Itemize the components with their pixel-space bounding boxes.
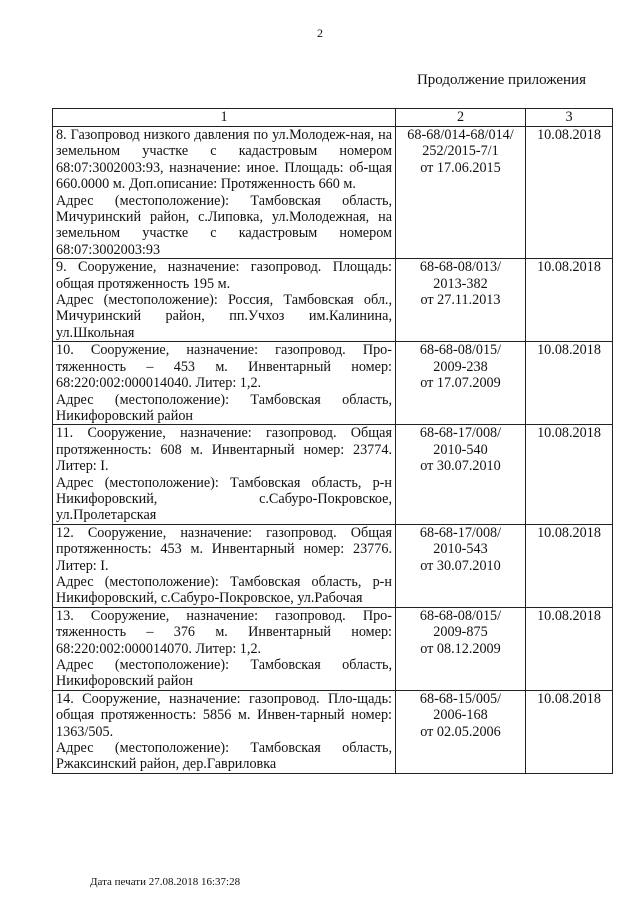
reg-date: от 30.07.2010 xyxy=(420,557,501,574)
description-text: 9. Сооружение, назначение: газопровод. Площадь: общая протяженность 195 м. xyxy=(56,259,392,292)
table-row xyxy=(53,425,613,524)
print-date-footer: Дата печати 27.08.2018 16:37:28 xyxy=(90,876,241,888)
registration-number xyxy=(396,127,526,259)
reg-part: 2013-382 xyxy=(433,275,488,292)
description-text: 10. Сооружение, назначение: газопровод. Про-тяженность – 453 м. Инвентарный номер: 68:220:002:000014040. Литер: 1,2. xyxy=(56,342,392,392)
registration-number xyxy=(396,259,526,342)
reg-part: 68-68/014-68/014/ xyxy=(407,127,514,143)
record-date: 10.08.2018 xyxy=(526,425,613,524)
registration-number xyxy=(396,425,526,524)
record-date: 10.08.2018 xyxy=(526,342,613,425)
record-date: 10.08.2018 xyxy=(526,607,613,690)
table-row xyxy=(53,690,613,773)
registration-number xyxy=(396,607,526,690)
table-header-row xyxy=(53,109,613,127)
continuation-title: Продолжение приложения xyxy=(416,72,586,88)
reg-part: 2010-540 xyxy=(433,441,488,458)
reg-date: от 17.06.2015 xyxy=(420,159,501,176)
reg-part: 68-68-08/015/ xyxy=(419,342,502,359)
record-date: 10.08.2018 xyxy=(526,690,613,773)
record-date: 10.08.2018 xyxy=(526,259,613,342)
reg-part: 252/2015-7/1 xyxy=(422,143,499,160)
object-description xyxy=(53,690,396,773)
address-text: Адрес (местоположение): Тамбовская область, р-н Никифоровский, с.Сабуро-Покровское, ул.Пролетарская xyxy=(56,474,392,524)
table-row xyxy=(53,342,613,425)
column-header: 3 xyxy=(526,109,613,127)
reg-part: 2010-543 xyxy=(433,541,488,558)
registry-table xyxy=(52,108,613,774)
reg-date: от 27.11.2013 xyxy=(420,292,501,309)
reg-part: 68-68-08/015/ xyxy=(419,607,502,624)
object-description xyxy=(53,127,396,259)
registration-number xyxy=(396,342,526,425)
record-date: 10.08.2018 xyxy=(526,127,613,259)
reg-part: 68-68-08/013/ xyxy=(419,259,502,276)
description-text: 13. Сооружение, назначение: газопровод. Про-тяженность – 376 м. Инвентарный номер: 68:220:002:000014070. Литер: 1,2. xyxy=(56,607,392,657)
table-row xyxy=(53,127,613,259)
reg-date: от 17.07.2009 xyxy=(420,375,501,392)
object-description xyxy=(53,524,396,607)
description-text: 12. Сооружение, назначение: газопровод. Общая протяженность: 453 м. Инвентарный номер: 23776. Литер: I. xyxy=(56,524,392,574)
registration-number xyxy=(396,524,526,607)
object-description xyxy=(53,342,396,425)
table-row xyxy=(53,259,613,342)
column-header: 1 xyxy=(53,109,396,127)
address-text: Адрес (местоположение): Тамбовская область, Никифоровский район xyxy=(56,657,392,690)
reg-part: 2009-875 xyxy=(433,624,488,641)
object-description xyxy=(53,259,396,342)
address-text: Адрес (местоположение): Тамбовская область, Ржаксинский район, дер.Гавриловка xyxy=(56,740,392,773)
table-row xyxy=(53,607,613,690)
reg-date: от 08.12.2009 xyxy=(420,640,501,657)
registration-number xyxy=(396,690,526,773)
reg-part: 68-68-17/008/ xyxy=(419,524,502,541)
address-text: Адрес (местоположение): Тамбовская область, Никифоровский район xyxy=(56,391,392,424)
description-text: 8. Газопровод низкого давления по ул.Молодеж-ная, на земельном участке с кадастровым номером 68:07:3002003:93, назначение: иное. Площадь: об-щая 660.0000 м. Доп.описание: Протяженность 660 м. xyxy=(56,127,392,193)
object-description xyxy=(53,607,396,690)
reg-part: 68-68-15/005/ xyxy=(419,690,502,707)
description-text: 11. Сооружение, назначение: газопровод. Общая протяженность: 608 м. Инвентарный номер: 23774. Литер: I. xyxy=(56,425,392,475)
object-description xyxy=(53,425,396,524)
reg-date: от 02.05.2006 xyxy=(420,723,501,740)
record-date: 10.08.2018 xyxy=(526,524,613,607)
address-text: Адрес (местоположение): Тамбовская область, р-н Никифоровский, с.Сабуро-Покровское, ул.Рабочая xyxy=(56,573,392,607)
reg-part: 2006-168 xyxy=(433,707,488,724)
description-text: 14. Сооружение, назначение: газопровод. Пло-щадь: общая протяженность: 5856 м. Инвен-тарный номер: 1363/505. xyxy=(56,690,392,740)
column-header: 2 xyxy=(396,109,526,127)
address-text: Адрес (местоположение): Тамбовская область, Мичуринский район, с.Липовка, ул.Молодежная, на земельном участке с кадастровым номером 68:07:3002003:93 xyxy=(56,192,392,258)
reg-date: от 30.07.2010 xyxy=(420,458,501,475)
address-text: Адрес (местоположение): Россия, Тамбовская обл., Мичуринский район, пп.Учхоз им.Калинина, ул.Школьная xyxy=(56,292,392,341)
reg-part: 2009-238 xyxy=(433,358,488,375)
reg-part: 68-68-17/008/ xyxy=(419,425,502,442)
table-row xyxy=(53,524,613,607)
page-number: 2 xyxy=(317,26,323,40)
